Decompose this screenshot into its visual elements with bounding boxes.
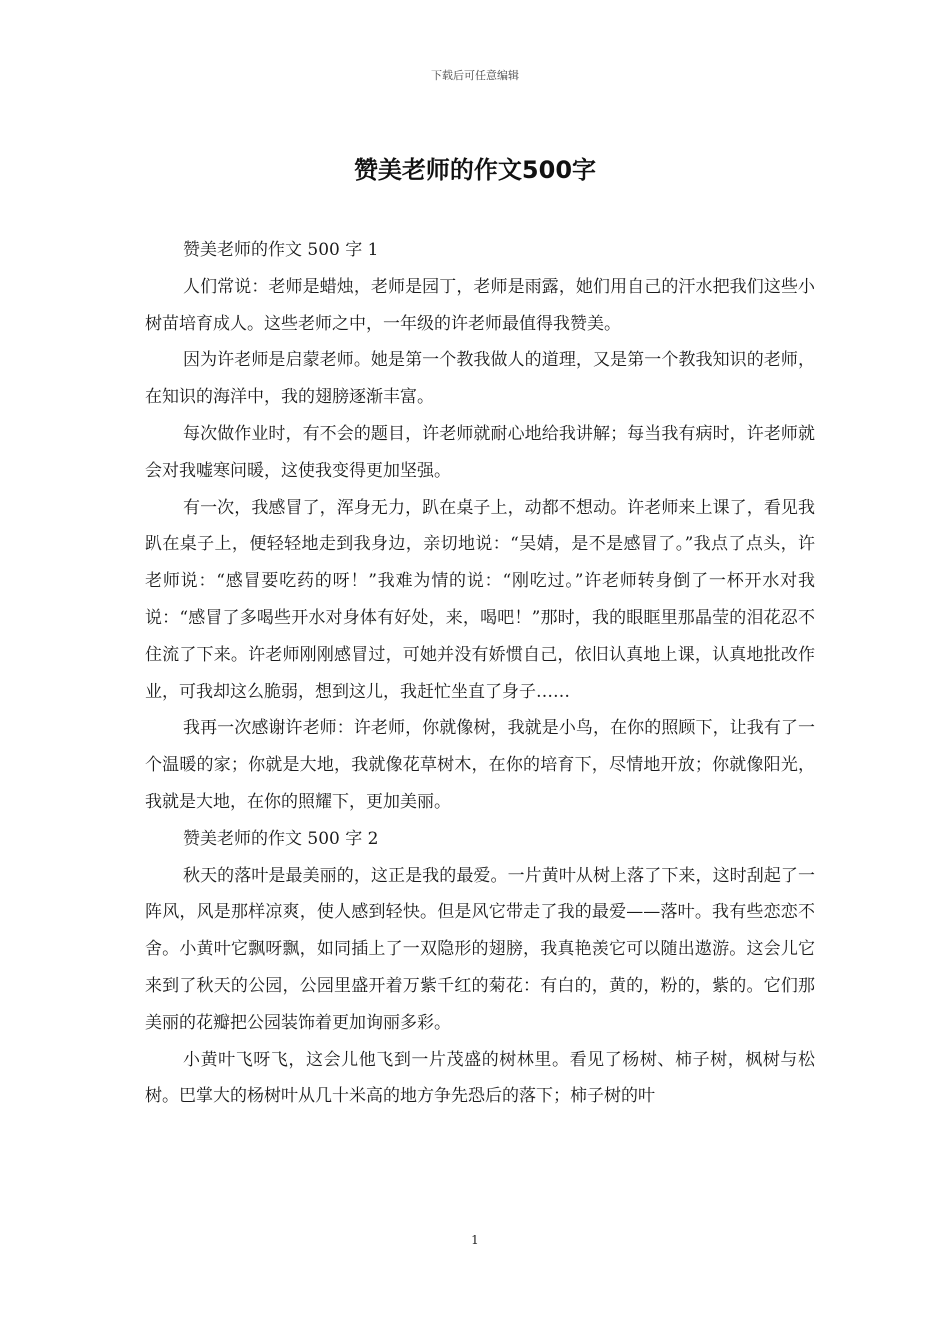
page-number: 1 xyxy=(471,1233,479,1247)
paragraph-1: 人们常说：老师是蜡烛，老师是园丁，老师是雨露，她们用自己的汗水把我们这些小树苗培育成人。这些老师之中，一年级的许老师最值得我赞美。 xyxy=(145,276,815,334)
header-note: 下载后可任意编辑 xyxy=(431,69,519,82)
section-heading-2: 赞美老师的作文 500 字 2 xyxy=(183,828,379,849)
paragraph-6: 秋天的落叶是最美丽的，这正是我的最爱。一片黄叶从树上落了下来，这时刮起了一阵风，风是那样凉爽，使人感到轻快。但是风它带走了我的最爱——落叶。我有些恋恋不舍。小黄叶它飘呀飘，如同插上了一双隐形的翅膀，我真艳羡它可以随出遨游。这会儿它来到了秋天的公园，公园里盛开着万紫千红的菊花：有白的，黄的，粉的，紫的。它们那美丽的花瓣把公园装饰着更加询丽多彩。 xyxy=(145,865,815,1033)
paragraph-5: 我再一次感谢许老师：许老师，你就像树，我就是小鸟，在你的照顾下，让我有了一个温暖的家；你就是大地，我就像花草树木，在你的培育下，尽情地开放；你就像阳光，我就是大地，在你的照耀下，更加美丽。 xyxy=(145,718,815,812)
paragraph-3: 每次做作业时，有不会的题目，许老师就耐心地给我讲解；每当我有病时，许老师就会对我嘘寒问暖，这使我变得更加坚强。 xyxy=(145,423,815,481)
paragraph-2: 因为许老师是启蒙老师。她是第一个教我做人的道理，又是第一个教我知识的老师，在知识的海洋中，我的翅膀逐渐丰富。 xyxy=(145,350,815,408)
document-body xyxy=(145,232,815,1115)
paragraph-7: 小黄叶飞呀飞，这会儿他飞到一片茂盛的树林里。看见了杨树、柿子树，枫树与松树。巴掌大的杨树叶从几十米高的地方争先恐后的落下；柿子树的叶 xyxy=(145,1049,815,1107)
paragraph-4: 有一次，我感冒了，浑身无力，趴在桌子上，动都不想动。许老师来上课了，看见我趴在桌子上，便轻轻地走到我身边，亲切地说：“吴婧，是不是感冒了。”我点了点头，许老师说：“感冒要吃药的呀！”我难为情的说：“刚吃过。”许老师转身倒了一杯开水对我说：“感冒了多喝些开水对身体有好处，来，喝吧！”那时，我的眼眶里那晶莹的泪花忍不住流了下来。许老师刚刚感冒过，可她并没有娇惯自己，依旧认真地上课，认真地批改作业，可我却这么脆弱，想到这儿，我赶忙坐直了身子…… xyxy=(145,497,815,702)
section-heading-1: 赞美老师的作文 500 字 1 xyxy=(183,240,379,260)
document-title: 赞美老师的作文500字 xyxy=(353,156,597,184)
